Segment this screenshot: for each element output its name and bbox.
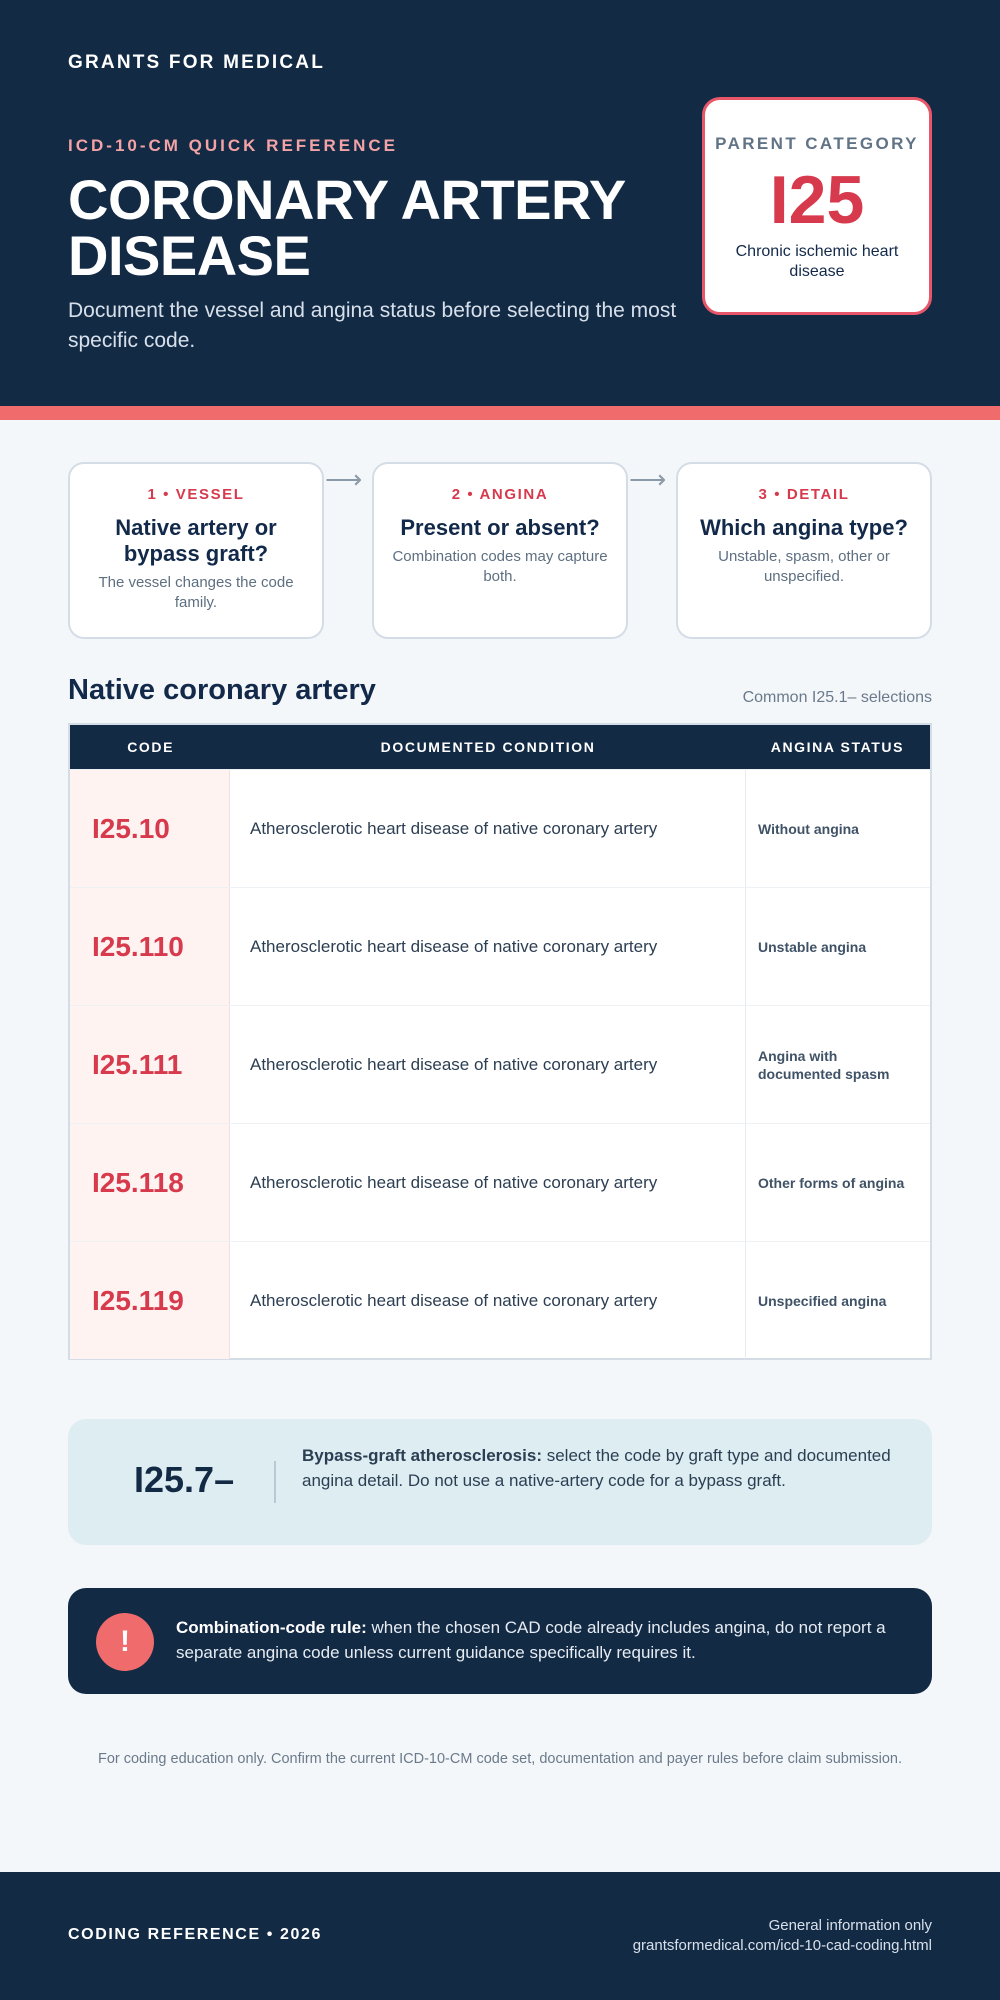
combination-rule-callout [68, 1588, 932, 1694]
row-condition: Atherosclerotic heart disease of native coronary artery [230, 770, 746, 887]
rule-bold-label: Combination-code rule: [176, 1618, 367, 1637]
footer-note: General information only [768, 1917, 932, 1934]
rule-text [176, 1615, 896, 1665]
step-question: Native artery or bypass graft? [115, 515, 277, 566]
accent-divider [0, 406, 1000, 420]
parent-category-label: PARENT CATEGORY [715, 134, 919, 153]
bypass-callout [68, 1419, 932, 1545]
row-angina-status: Without angina [758, 820, 859, 837]
row-code: I25.118 [70, 1124, 230, 1241]
step-vessel-card [68, 462, 324, 639]
disclaimer: For coding education only. Confirm the current ICD-10-CM code set, documentation and payer rules before claim submission. [97, 1751, 903, 1767]
step-detail-card [676, 462, 932, 639]
row-code: I25.119 [70, 1242, 230, 1359]
step-question: Which angina type? [700, 515, 908, 540]
row-condition: Atherosclerotic heart disease of native coronary artery [230, 1006, 746, 1123]
bypass-bold-label: Bypass-graft atherosclerosis: [302, 1446, 542, 1465]
bypass-text [302, 1443, 902, 1493]
step-label: 3 • DETAIL [758, 486, 850, 503]
row-code: I25.110 [70, 888, 230, 1005]
alert-icon: ! [96, 1613, 154, 1671]
table-row [70, 1005, 930, 1123]
parent-category-card [702, 97, 932, 315]
column-header-code: CODE [127, 739, 175, 755]
codes-table [68, 723, 932, 1360]
bypass-body: select the code by graft type and documented angina detail. Do not use a native-artery code for a bypass graft. [302, 1446, 891, 1490]
column-header-condition: DOCUMENTED CONDITION [380, 739, 596, 755]
row-condition: Atherosclerotic heart disease of native coronary artery [230, 1242, 746, 1359]
step-label: 1 • VESSEL [147, 486, 245, 503]
parent-category-description: Chronic ischemic heart disease [735, 243, 899, 280]
table-header [70, 725, 930, 769]
page-title: CORONARY ARTERY DISEASE [68, 168, 625, 287]
row-angina-status: Other forms of angina [758, 1174, 905, 1191]
column-header-angina: ANGINA STATUS [770, 739, 905, 755]
row-condition: Atherosclerotic heart disease of native coronary artery [230, 888, 746, 1005]
table-row [70, 1241, 930, 1359]
page-subtitle: Document the vessel and angina status before selecting the most specific code. [68, 299, 677, 352]
footer-url: grantsformedical.com/icd-10-cad-coding.html [632, 1937, 932, 1954]
step-note: Unstable, spasm, other or unspecified. [718, 548, 890, 585]
bypass-divider [274, 1461, 276, 1503]
parent-category-code: I25 [769, 162, 865, 238]
rule-body: when the chosen CAD code already includes angina, do not report a separate angina code unless current guidance specifically requires it. [176, 1618, 886, 1662]
arrow-right-icon: ⟶ [629, 464, 667, 494]
row-code: I25.111 [70, 1006, 230, 1123]
section-note: Common I25.1– selections [742, 689, 932, 706]
footer [0, 1872, 1000, 2000]
table-row [70, 1123, 930, 1241]
table-row [70, 769, 930, 887]
row-angina-status: Unstable angina [758, 938, 867, 955]
header [0, 0, 1000, 406]
eyebrow-label: ICD-10-CM QUICK REFERENCE [68, 136, 399, 155]
table-row [70, 887, 930, 1005]
brand-name: GRANTS FOR MEDICAL [68, 52, 326, 73]
footer-label: CODING REFERENCE • 2026 [68, 1926, 323, 1943]
bypass-code: I25.7– [134, 1459, 235, 1500]
footer-info [633, 1916, 932, 1956]
step-note: Combination codes may capture both. [392, 548, 608, 585]
arrow-right-icon: ⟶ [325, 464, 363, 494]
row-angina-status: Unspecified angina [758, 1292, 887, 1309]
row-code: I25.10 [70, 770, 230, 887]
row-angina-status: Angina with documented spasm [758, 1047, 890, 1082]
step-angina-card [372, 462, 628, 639]
step-label: 2 • ANGINA [451, 486, 549, 503]
row-condition: Atherosclerotic heart disease of native coronary artery [230, 1124, 746, 1241]
step-note: The vessel changes the code family. [98, 574, 294, 611]
step-question: Present or absent? [400, 515, 600, 540]
section-title: Native coronary artery [68, 674, 376, 706]
